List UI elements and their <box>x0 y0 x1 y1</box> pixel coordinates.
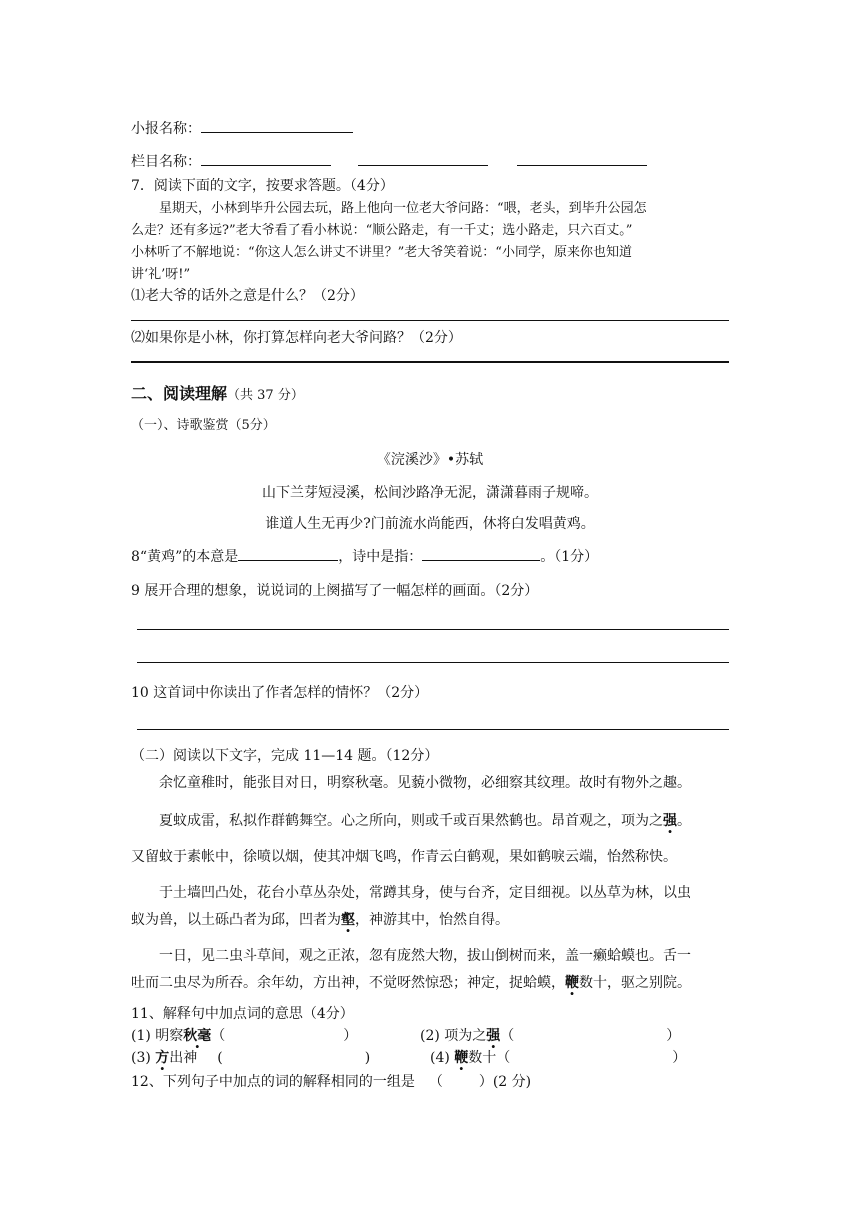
passage-paragraph-2-line-2: 又留蚊于素帐中，徐喷以烟，使其冲烟飞鸣，作青云白鹤观，果如鹤唳云端，怡然称快。 <box>131 849 677 865</box>
q12-open: （ <box>428 1074 443 1090</box>
p4-text-a: 吐而二虫尽为所吞。余年幼，方出神，不觉呀然惊恐；神定，捉蛤蟆， <box>131 975 565 991</box>
q7-story-line-4: 讲‘礼’呀!” <box>131 267 191 282</box>
p3-text-c: ，神游其中，怡然自得。 <box>355 912 509 928</box>
q7-story-line-1: 星期天，小林到毕升公园去玩，路上他向一位老大爷问路：“喂，老头，到毕升公园怎 <box>159 201 647 216</box>
q11-item-3-open: ( <box>217 1050 223 1066</box>
q11-item-3 <box>131 1047 370 1067</box>
poem-title: 《浣溪沙》•苏轼 <box>376 452 484 468</box>
q11-item-2 <box>420 1025 680 1045</box>
passage-paragraph-4-line-1: 一日，见二虫斗草间，观之正浓，忽有庞然大物，拔山倒树而来，盖一癞蛤蟆也。舌一 <box>159 948 691 964</box>
q9-answer-line-1[interactable] <box>137 629 729 630</box>
q11-item-2-close: ） <box>666 1028 681 1044</box>
q7-sub-question-1: ⑴老大爷的话外之意是什么？（2分） <box>131 288 364 304</box>
report-name-label <box>131 118 353 138</box>
p2-text-c: 。 <box>677 813 691 829</box>
q8-text-b: ，诗中是指： <box>338 549 423 565</box>
passage-paragraph-3-line-2 <box>131 909 509 929</box>
poem-line-2: 谁道人生无再少?门前流水尚能西，休将白发唱黄鸡。 <box>265 516 595 532</box>
q11-item-4-num: (4) <box>430 1050 450 1066</box>
q10-question: 10 这首词中你读出了作者怎样的情怀？（2分） <box>131 685 429 701</box>
q11-item-4-text: 数十（ <box>468 1050 511 1066</box>
q8-blank-1[interactable] <box>238 546 338 561</box>
report-name-text: 小报名称： <box>131 121 201 137</box>
column-name-blank-2[interactable] <box>358 151 488 166</box>
dotted-word-qiuhao: 秋毫 <box>183 1028 212 1044</box>
p4-text-c: 数十，驱之别院。 <box>579 975 691 991</box>
q7-story-line-3: 小林听了不解地说：“你这人怎么讲丈不讲里？”老大爷笑着说：“小同学，原来你也知道 <box>131 245 632 260</box>
dotted-word-qiang-2: 强 <box>486 1028 501 1044</box>
q11-item-2-open: （ <box>500 1028 515 1044</box>
q7-answer-line-2[interactable] <box>131 361 729 363</box>
passage-paragraph-1: 余忆童稚时，能张目对日，明察秋毫。见藐小微物，必细察其纹理。故时有物外之趣。 <box>159 775 691 791</box>
q11-item-1-text: 明察 <box>150 1028 184 1044</box>
passage-paragraph-3-line-1: 于土墙凹凸处，花台小草丛杂处，常蹲其身，使与台齐，定目细视。以丛草为林，以虫 <box>159 885 691 901</box>
q10-answer-line[interactable] <box>137 729 729 730</box>
poem-line-1: 山下兰芽短浸溪，松间沙路净无泥，潇潇暮雨子规啼。 <box>262 485 598 501</box>
q11-item-1 <box>131 1025 357 1045</box>
q7-title: 7．阅读下面的文字，按要求答题。（4分） <box>131 178 394 194</box>
column-name-blank-1[interactable] <box>201 151 331 166</box>
q9-answer-line-2[interactable] <box>137 662 729 663</box>
dotted-word-qiang: 强 <box>663 813 677 829</box>
q9-question: 9 展开合理的想象，说说词的上阕描写了一幅怎样的画面。（2分） <box>131 583 539 599</box>
q8-blank-2[interactable] <box>422 546 540 561</box>
q7-sub-question-2: ⑵如果你是小林，你打算怎样向老大爷问路？（2分） <box>131 330 462 346</box>
poem-part-title: （一）、诗歌鉴赏（5分） <box>131 418 276 433</box>
column-name-text: 栏目名称： <box>131 154 201 170</box>
q11-item-4-close: ） <box>672 1050 687 1066</box>
passage-paragraph-2-line-1 <box>159 810 691 830</box>
q11-item-3-close: ) <box>364 1050 371 1066</box>
q11-item-1-open: （ <box>211 1028 226 1044</box>
section-2-heading <box>131 381 304 404</box>
q11-item-1-num: (1) <box>131 1028 151 1044</box>
q12-question <box>131 1071 531 1091</box>
q7-answer-line-1[interactable] <box>131 320 729 321</box>
passage-paragraph-4-line-2 <box>131 972 691 992</box>
dotted-word-bian: 鞭 <box>565 975 579 991</box>
report-name-blank[interactable] <box>201 118 353 133</box>
q7-story-line-2: 么走？还有多远?”老大爷看了看小林说：“顺公路走，有一千丈；选小路走，只六百丈。” <box>131 223 633 238</box>
q8-question <box>131 546 598 566</box>
q12-close: ）(2 分) <box>478 1074 532 1090</box>
q11-title: 11、解释句中加点词的意思（4分） <box>131 1006 354 1022</box>
column-name-label <box>131 151 647 171</box>
q11-item-4 <box>430 1047 686 1067</box>
q12-text: 12、下列句子中加点的词的解释相同的一组是 <box>131 1074 415 1090</box>
column-name-blank-3[interactable] <box>517 151 647 166</box>
part-2-title: （二）阅读以下文字，完成 11—14 题。（12分） <box>131 748 439 764</box>
section-2-score: （共 37 分） <box>227 388 304 403</box>
q11-item-3-num: (3) <box>131 1050 151 1066</box>
section-2-title: 二、阅读理解 <box>131 384 228 403</box>
q11-item-2-num: (2) <box>420 1028 440 1044</box>
p2-text-a: 夏蚊成雷，私拟作群鹤舞空。心之所向，则或千或百果然鹤也。昂首观之，项为之 <box>159 813 663 829</box>
q11-item-2-text: 项为之 <box>439 1028 487 1044</box>
q8-text-a: 8“黄鸡”的本意是 <box>131 549 239 565</box>
q11-item-3-text: 出神 <box>169 1050 198 1066</box>
p3-text-a: 蚁为兽，以土砾凸者为邱，凹者为 <box>131 912 341 928</box>
dotted-word-bian-2: 鞭 <box>454 1050 469 1066</box>
dotted-word-fang: 方 <box>155 1050 170 1066</box>
dotted-word-he: 壑 <box>341 912 355 928</box>
q11-item-1-close: ） <box>343 1028 358 1044</box>
q8-text-c: 。（1分） <box>540 549 599 565</box>
